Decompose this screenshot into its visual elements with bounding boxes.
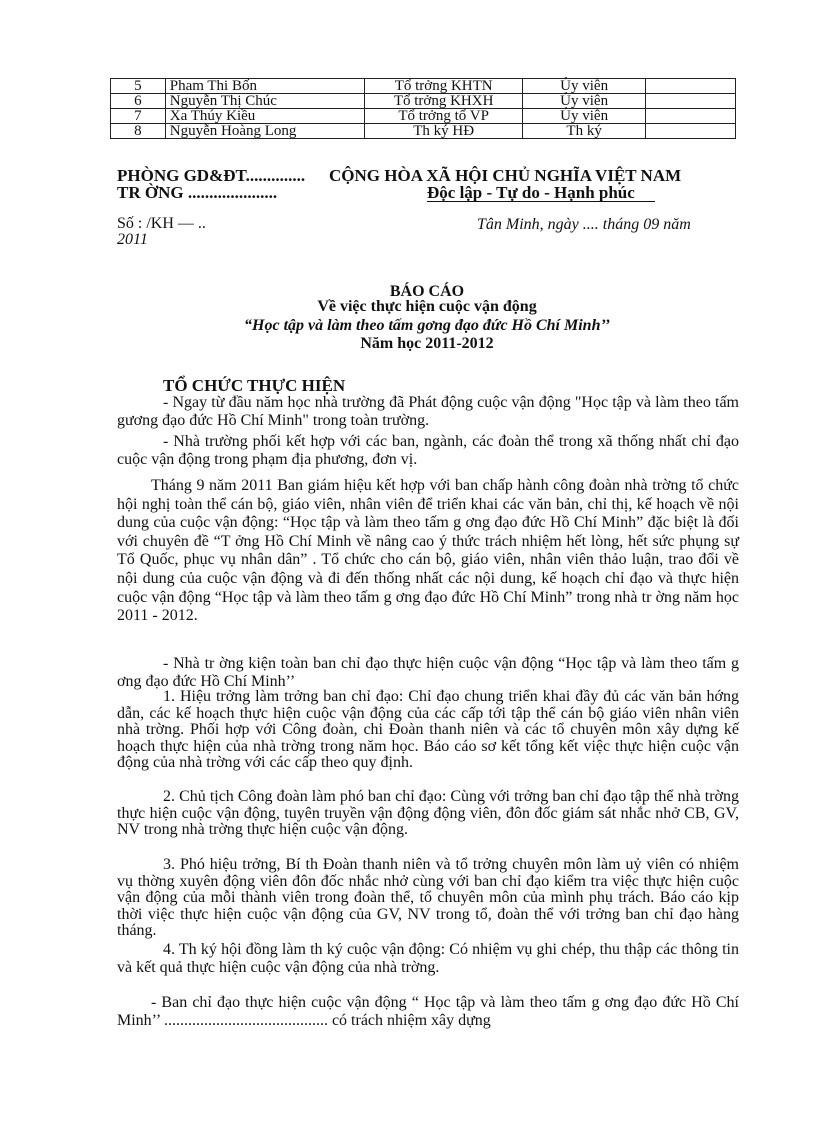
member-position: Tổ trởng KHTN: [365, 79, 523, 94]
member-role: Th ký: [523, 124, 646, 139]
document-number: Số : /KH — ..: [117, 215, 206, 232]
member-note: [646, 109, 736, 124]
table-row: [111, 94, 736, 109]
paragraph-9: [117, 994, 739, 1029]
paragraph-text: - Ngay từ đầu năm học nhà trường đã Phát động cuộc vận động "Học tập và làm theo tấm gương đạo đức Hồ Chí Minh" trong toàn trường.: [117, 394, 739, 429]
paragraph-text: - Nhà tr ờng kiện toàn ban chỉ đạo thực hiện cuộc vận động “Học tập và làm theo tấm g ơng đạo đức Hồ Chí Minh’’: [117, 655, 739, 690]
paragraph-6: [117, 789, 739, 839]
national-motto: Độc lập - Tự do - Hạnh phúc: [427, 185, 655, 202]
office-name: PHÒNG GD&ĐT..............: [117, 166, 306, 185]
member-name: Pham Thi Bốn: [165, 79, 364, 94]
school-name: TR ỜNG .....................: [117, 183, 278, 202]
campaign-name: “Học tập và làm theo tấm gơng đạo đức Hồ Chí Minh’’: [244, 317, 610, 334]
paragraph-text: 3. Phó hiệu trởng, Bí th Đoàn thanh niên và tổ trởng chuyên môn làm uỷ viên có nhiệm vụ thờng xuyên động viên đôn đốc nhắc nhở cùng với ban chỉ đạo kiểm tra việc thực hiện cuộc vận động của mỗi thành viên trong đoàn thể, tổ chuyên môn của mình phụ trách. Báo cáo kịp thời việc thực hiện cuộc vận động của GV, NV trong tổ, đoàn thể với trởng ban chỉ đạo hàng tháng.: [117, 856, 739, 940]
table-row: [111, 124, 736, 139]
republic-name: CỘNG HÒA XÃ HỘI CHỦ NGHĨA VIỆT NAM: [329, 166, 682, 185]
member-role: Ủy viên: [523, 109, 646, 124]
member-note: [646, 94, 736, 109]
member-name: Xa Thúy Kiều: [165, 109, 364, 124]
member-position: Th ký HĐ: [365, 124, 523, 139]
paragraph-8: [117, 941, 739, 976]
member-note: [646, 124, 736, 139]
paragraph-text: 2. Chủ tịch Công đoàn làm phó ban chỉ đạo: Cùng với trởng ban chỉ đạo tập thể nhà trờng thực hiện cuộc vận động, tuyên truyền vận động động viên, đôn đốc giám sát nhắc nhở CB, GV, NV trong nhà trờng thực hiện cuộc vận động.: [117, 788, 739, 839]
member-number: 8: [111, 124, 166, 139]
member-role: Ủy viên: [523, 94, 646, 109]
member-name: Nguyễn Hoàng Long: [165, 124, 364, 139]
report-subtitle: Về việc thực hiện cuộc vận động: [317, 298, 537, 315]
member-table: [110, 78, 736, 139]
paragraph-4: [117, 655, 739, 690]
member-name: Nguyễn Thị Chúc: [165, 94, 364, 109]
member-number: 7: [111, 109, 166, 124]
paragraph-text: - Ban chỉ đạo thực hiện cuộc vận động “ Học tập và làm theo tấm g ơng đạo đức Hồ Chí Minh’’ ......................................... có trách nhiệm xây dựng: [117, 994, 739, 1029]
paragraph-text: Tháng 9 năm 2011 Ban giám hiệu kết hợp với ban chấp hành công đoàn nhà trờng tổ chức hội nghị toàn thể cán bộ, giáo viên, nhân viên để triển khai các văn bản, chỉ thị, kế hoạch về nội dung của cuộc vận động: “Học tập và làm theo tấm g ơng đạo đức Hồ Chí Minh” đặc biệt là đối với chuyên đề “T ởng Hồ Chí Minh về nâng cao ý thức trách nhiệm hết lòng, hết sức phụng sự Tổ Quốc, phục vụ nhân dân” . Tổ chức cho cán bộ, giáo viên, nhân viên thảo luận, trao đổi về nội dung của cuộc vận động và đi đến thống nhất các nội dung, kế hoạch chỉ đạo và thực hiện cuộc vận động “Học tập và làm theo tấm g ơng đạo đức Hồ Chí Minh” trong nhà tr ờng năm học 2011 - 2012.: [117, 477, 739, 625]
school-year: Năm học 2011-2012: [360, 335, 494, 352]
paragraph-2: [117, 433, 739, 468]
date-line: Tân Minh, ngày .... tháng 09 năm: [477, 216, 691, 233]
table-row: [111, 109, 736, 124]
member-number: 5: [111, 79, 166, 94]
member-role: Ủy viên: [523, 79, 646, 94]
section-heading: TỔ CHỨC THỰC HIỆN: [163, 376, 346, 395]
paragraph-text: 1. Hiệu trởng làm trởng ban chỉ đạo: Chỉ đạo chung triển khai đầy đủ các văn bản hớng dẫn, các kế hoạch thực hiện cuộc vận động của các cấp tới tập thể cán bộ giáo viên nhân viên nhà trờng. Phối hợp với Công đoàn, chi Đoàn thanh niên và các tổ chuyên môn xây dựng kế hoạch thực hiện của nhà trờng trong năm học. Báo cáo sơ kết tổng kết việc thực hiện cuộc vận động của nhà trờng với các cấp theo quy định.: [117, 688, 739, 772]
member-number: 6: [111, 94, 166, 109]
member-note: [646, 79, 736, 94]
paragraph-1: [117, 394, 739, 429]
document-year: 2011: [117, 231, 148, 248]
member-table-body: [111, 79, 736, 139]
paragraph-text: 4. Th ký hội đồng làm th ký cuộc vận động: Có nhiệm vụ ghi chép, thu thập các thông tin và kết quả thực hiện cuộc vận động của nhà trờng.: [117, 941, 739, 976]
paragraph-text: - Nhà trường phối kết hợp với các ban, ngành, các đoàn thể trong xã thống nhất chỉ đạo cuộc vận động trong phạm địa phương, đơn vị.: [117, 433, 739, 468]
member-position: Tổ trởng tổ VP: [365, 109, 523, 124]
report-title: BÁO CÁO: [389, 283, 465, 300]
table-row: [111, 79, 736, 94]
paragraph-5: [117, 689, 739, 772]
member-position: Tổ trởng KHXH: [365, 94, 523, 109]
paragraph-7: [117, 857, 739, 940]
paragraph-3: [117, 477, 739, 626]
